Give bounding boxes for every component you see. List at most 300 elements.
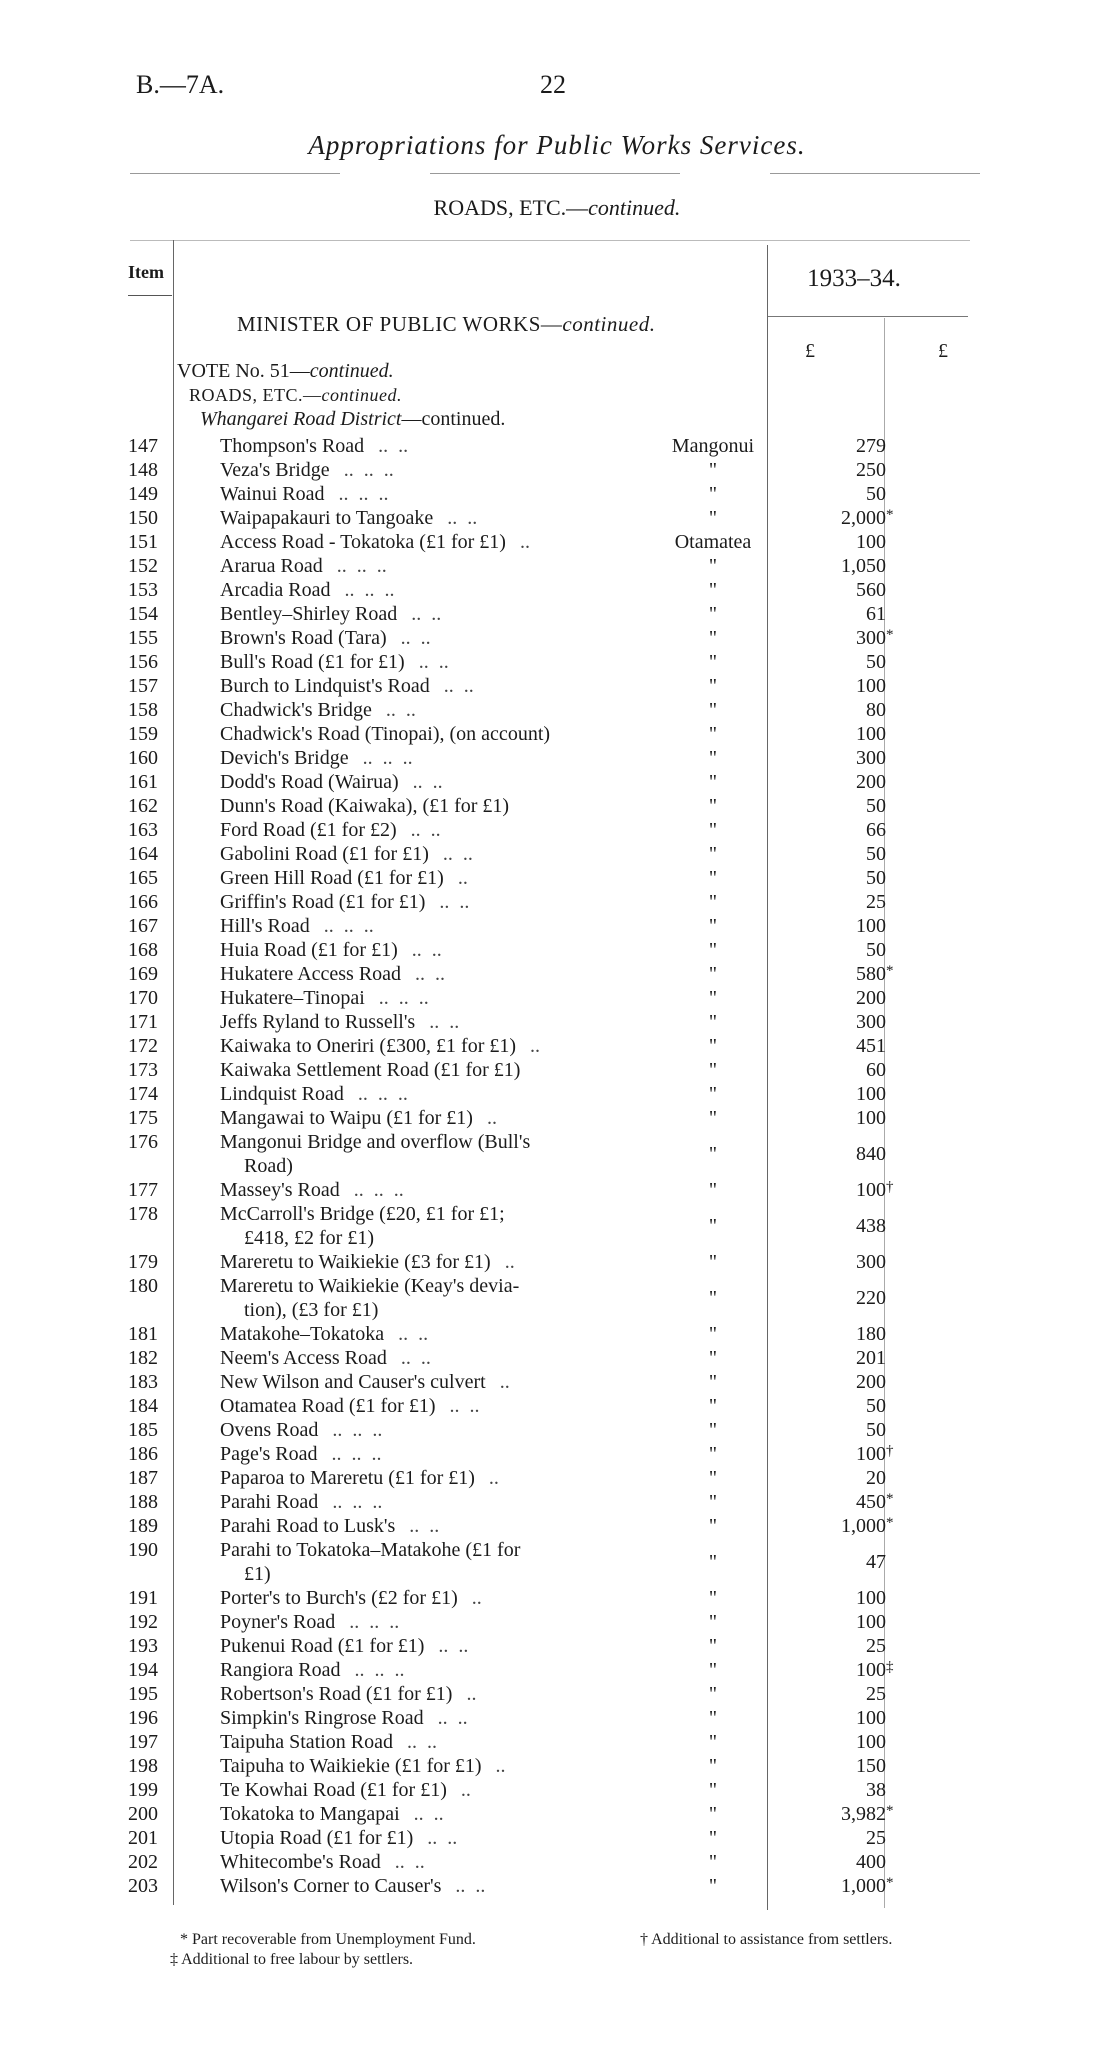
electorate: " [708,1683,718,1705]
description-text: Mangawai to Waipu (£1 for £1) [220,1107,473,1129]
leader-dots: .. [486,1107,497,1129]
description-text: Ovens Road [220,1419,319,1441]
item-number: 177 [128,1179,158,1201]
item-number: 192 [128,1611,158,1633]
item-number: 201 [128,1827,158,1849]
amount: 451 [856,1035,886,1057]
amount: 50 [866,1395,886,1417]
table-row [0,1586,1114,1610]
item-number: 151 [128,531,158,553]
description-text: Hill's Road [220,915,310,937]
electorate: " [708,747,718,769]
leader-dots: .. .. [427,1827,458,1849]
item-number: 175 [128,1107,158,1129]
amount: 47 [866,1551,886,1573]
item-number: 164 [128,843,158,865]
electorate: " [708,963,718,985]
page-number: 22 [540,70,566,99]
leader-dots: .. [499,1371,510,1393]
title-rule-left [130,173,340,174]
table-row [0,674,1114,698]
amount: 450 [856,1491,886,1513]
description-text: Mareretu to Waikiekie (Keay's devia- [220,1275,520,1297]
table-row [0,938,1114,962]
description-text: Hukatere Access Road [220,963,402,985]
table-row [0,1490,1114,1514]
table-row [0,1826,1114,1850]
item-number: 183 [128,1371,158,1393]
amount: 200 [856,987,886,1009]
table-row [0,1730,1114,1754]
item-number: 147 [128,435,158,457]
table-row [0,1274,1114,1322]
amount: 438 [856,1215,886,1237]
electorate: Mangonui [671,435,755,457]
electorate: " [708,507,718,529]
item-description [220,938,612,962]
table-row [0,770,1114,794]
minister-label: MINISTER OF PUBLIC WORKS— [237,312,563,336]
leader-dots: .. .. .. [353,1179,404,1201]
roads-cont: continued. [321,385,402,405]
electorate: " [708,459,718,481]
description-text: Bentley–Shirley Road [220,603,398,625]
item-number: 202 [128,1851,158,1873]
item-number: 203 [128,1875,158,1897]
table-row [0,650,1114,674]
item-number: 172 [128,1035,158,1057]
description-text: Thompson's Road [220,435,365,457]
leader-dots: .. [471,1587,482,1609]
footnote-mark: * [886,963,894,979]
item-number: 169 [128,963,158,985]
description-text: Waipapakauri to Tangoake [220,507,434,529]
vote-label: VOTE No. 51— [177,360,310,382]
item-description [220,1538,612,1586]
electorate: " [708,1287,718,1309]
table-row [0,866,1114,890]
item-description [220,1202,612,1250]
amount: 60 [866,1059,886,1081]
description-continuation: £1) [244,1563,271,1585]
electorate: " [708,1035,718,1057]
amount: 580 [856,963,886,985]
leader-dots: .. [519,531,530,553]
header-top-rule [130,240,970,241]
leader-dots: .. .. .. [331,1443,382,1465]
amount: 250 [856,459,886,481]
item-number: 199 [128,1779,158,1801]
description-text: Bull's Road (£1 for £1) [220,651,405,673]
description-text: Tokatoka to Mangapai [220,1803,400,1825]
item-description [220,1274,612,1322]
item-description [220,482,612,506]
description-text: Te Kowhai Road (£1 for £1) [220,1779,447,1801]
amount: 220 [856,1287,886,1309]
amount: 300 [856,1251,886,1273]
item-number: 162 [128,795,158,817]
electorate: " [708,1443,718,1465]
year-header-rule [768,316,968,317]
electorate: " [708,939,718,961]
item-description [220,770,612,794]
description-text: Porter's to Burch's (£2 for £1) [220,1587,458,1609]
electorate: " [708,1143,718,1165]
item-number: 195 [128,1683,158,1705]
amount: 279 [856,435,886,457]
amount: 300 [856,1011,886,1033]
table-row [0,890,1114,914]
table-row [0,482,1114,506]
leader-dots: .. .. .. [349,1611,400,1633]
leader-dots: .. .. [429,1011,460,1033]
amount: 1,000 [841,1515,886,1537]
table-row [0,1634,1114,1658]
item-description [220,1682,612,1706]
amount: 50 [866,867,886,889]
item-description [220,1874,612,1898]
leader-dots: .. .. [449,1395,480,1417]
description-text: Wainui Road [220,483,325,505]
description-text: Otamatea Road (£1 for £1) [220,1395,436,1417]
description-continuation: Road) [244,1155,293,1177]
leader-dots: .. [495,1755,506,1777]
item-description [220,434,612,458]
footnote-mark: † [886,1179,894,1195]
electorate: " [708,1419,718,1441]
description-text: Chadwick's Road (Tinopai), (on account) [220,723,551,745]
description-text: Massey's Road [220,1179,340,1201]
footnote-mark: * [886,1491,894,1507]
amount: 400 [856,1851,886,1873]
item-number: 181 [128,1323,158,1345]
table-row [0,962,1114,986]
electorate: " [708,1083,718,1105]
description-text: Matakohe–Tokatoka [220,1323,385,1345]
electorate: " [708,1551,718,1573]
amount: 25 [866,1635,886,1657]
leader-dots: .. .. .. [343,459,394,481]
amount: 201 [856,1347,886,1369]
leader-dots: .. .. [385,699,416,721]
item-number: 160 [128,747,158,769]
amount: 25 [866,1827,886,1849]
description-text: Huia Road (£1 for £1) [220,939,398,961]
leader-dots: .. [530,1035,541,1057]
description-text: New Wilson and Causer's culvert [220,1371,486,1393]
table-row [0,530,1114,554]
description-text: Jeffs Ryland to Russell's [220,1011,416,1033]
item-header-rule [128,295,172,296]
item-number: 155 [128,627,158,649]
leader-dots: .. .. [447,507,478,529]
electorate: " [708,1059,718,1081]
amount: 180 [856,1323,886,1345]
electorate: " [708,1875,718,1897]
description-text: Whitecombe's Road [220,1851,381,1873]
item-description [220,1442,612,1466]
footnote-star: * Part recoverable from Unemployment Fund. [180,1931,476,1948]
item-number: 153 [128,579,158,601]
item-number: 154 [128,603,158,625]
electorate: Otamatea [674,531,752,553]
item-number: 174 [128,1083,158,1105]
item-number: 200 [128,1803,158,1825]
item-description [220,1730,612,1754]
subtitle-cont: continued. [588,195,681,220]
item-description [220,1250,612,1274]
description-text: Gabolini Road (£1 for £1) [220,843,429,865]
description-text: Wilson's Corner to Causer's [220,1875,442,1897]
leader-dots: .. [504,1251,515,1273]
electorate: " [708,1323,718,1345]
footnote-mark: * [886,1803,894,1819]
amount: 100 [856,1179,886,1201]
item-description [220,794,612,818]
electorate: " [708,915,718,937]
item-description [220,1322,612,1346]
description-continuation: £418, £2 for £1) [244,1227,374,1249]
table-row [0,1130,1114,1178]
table-row [0,746,1114,770]
amount: 300 [856,627,886,649]
electorate: " [708,1347,718,1369]
item-number: 190 [128,1539,158,1561]
district-heading [200,408,505,431]
item-number: 185 [128,1419,158,1441]
table-row [0,1682,1114,1706]
table-row [0,1538,1114,1586]
amount: 80 [866,699,886,721]
electorate: " [708,603,718,625]
amount: 50 [866,843,886,865]
item-description [220,1130,612,1178]
description-text: Parahi to Tokatoka–Matakohe (£1 for [220,1539,521,1561]
item-description [220,1082,612,1106]
item-number: 194 [128,1659,158,1681]
footnote-mark: ‡ [886,1659,894,1675]
item-number: 152 [128,555,158,577]
electorate: " [708,1371,718,1393]
year-column-header: 1933–34. [807,265,901,292]
electorate: " [708,819,718,841]
table-row [0,1514,1114,1538]
footnote-mark: † [886,1443,894,1459]
amount: 3,982 [841,1803,886,1825]
leader-dots: .. .. [413,1803,444,1825]
item-number: 149 [128,483,158,505]
item-number: 163 [128,819,158,841]
amount: 100 [856,1707,886,1729]
amount: 50 [866,939,886,961]
item-number: 156 [128,651,158,673]
electorate: " [708,1251,718,1273]
description-text: Taipuha Station Road [220,1731,394,1753]
roads-heading [189,385,402,406]
electorate: " [708,1635,718,1657]
item-column-header: Item [128,262,164,282]
electorate: " [708,843,718,865]
electorate: " [708,1467,718,1489]
electorate: " [708,1851,718,1873]
leader-dots: .. .. [378,435,409,457]
amount: 2,000 [841,507,886,529]
table-row [0,842,1114,866]
description-text: Paparoa to Mareretu (£1 for £1) [220,1467,475,1489]
amount: 200 [856,1371,886,1393]
description-text: Parahi Road to Lusk's [220,1515,396,1537]
electorate: " [708,1491,718,1513]
leader-dots: .. .. [407,1731,438,1753]
amount: 25 [866,891,886,913]
footnote-dagger: † Additional to assistance from settlers. [640,1931,893,1948]
table-row [0,1322,1114,1346]
table-row [0,1370,1114,1394]
subtitle-main: ROADS, ETC.— [433,195,589,220]
leader-dots: .. .. .. [344,579,395,601]
description-text: Veza's Bridge [220,459,330,481]
amount: 100 [856,1731,886,1753]
amount: 100 [856,1611,886,1633]
electorate: " [708,795,718,817]
electorate: " [708,987,718,1009]
electorate: " [708,771,718,793]
table-row [0,1250,1114,1274]
leader-dots: .. .. [394,1851,425,1873]
description-text: Page's Road [220,1443,318,1465]
amount: 61 [866,603,886,625]
description-text: Kaiwaka Settlement Road (£1 for £1) [220,1059,521,1081]
leader-dots: .. .. [412,771,443,793]
table-row [0,1442,1114,1466]
table-row [0,1418,1114,1442]
district-label: Whangarei Road District [200,408,402,430]
footnote-mark: * [886,1515,894,1531]
table-row [0,602,1114,626]
page-ref: B.—7A. [136,70,225,99]
leader-dots: .. .. .. [323,915,374,937]
table-row [0,554,1114,578]
electorate: " [708,1707,718,1729]
item-number: 167 [128,915,158,937]
pound-header-2: £ [938,340,948,362]
table-row [0,1082,1114,1106]
leader-dots: .. .. [398,1323,429,1345]
leader-dots: .. .. [439,891,470,913]
minister-heading [237,312,655,337]
item-number: 180 [128,1275,158,1297]
electorate: " [708,1011,718,1033]
electorate: " [708,1803,718,1825]
item-number: 188 [128,1491,158,1513]
item-number: 157 [128,675,158,697]
amount: 100 [856,1107,886,1129]
leader-dots: .. .. [437,1707,468,1729]
section-subtitle [0,195,1114,221]
item-number: 197 [128,1731,158,1753]
item-number: 187 [128,1467,158,1489]
description-text: Mangonui Bridge and overflow (Bull's [220,1131,531,1153]
table-row [0,1202,1114,1250]
table-row [0,818,1114,842]
description-text: Brown's Road (Tara) [220,627,387,649]
leader-dots: .. .. [438,1635,469,1657]
electorate: " [708,1779,718,1801]
electorate: " [708,1515,718,1537]
table-row [0,1778,1114,1802]
table-row [0,1058,1114,1082]
leader-dots: .. .. [409,1515,440,1537]
amount: 100 [856,915,886,937]
leader-dots: .. .. .. [332,1419,383,1441]
leader-dots: .. .. .. [357,1083,408,1105]
item-number: 170 [128,987,158,1009]
item-description [220,1778,612,1802]
description-text: Hukatere–Tinopai [220,987,365,1009]
description-text: Rangiora Road [220,1659,341,1681]
table-row [0,1850,1114,1874]
item-description [220,578,612,602]
electorate: " [708,1179,718,1201]
item-description [220,1058,612,1082]
item-number: 186 [128,1443,158,1465]
item-number: 171 [128,1011,158,1033]
table-row [0,794,1114,818]
electorate: " [708,1659,718,1681]
item-number: 189 [128,1515,158,1537]
item-description [220,1826,612,1850]
amount: 560 [856,579,886,601]
table-row [0,1874,1114,1898]
leader-dots: .. .. [400,1347,431,1369]
item-description [220,506,612,530]
page-title: Appropriations for Public Works Services. [308,130,806,160]
electorate: " [708,1107,718,1129]
amount: 840 [856,1143,886,1165]
amount: 100 [856,675,886,697]
item-description [220,674,612,698]
table-row [0,722,1114,746]
item-description [220,1466,612,1490]
description-text: Devich's Bridge [220,747,349,769]
item-description [220,1346,612,1370]
footnote-mark: * [886,627,894,643]
description-text: Robertson's Road (£1 for £1) [220,1683,453,1705]
roads-label: ROADS, ETC.— [189,385,322,405]
table-row [0,698,1114,722]
footnote-mark: * [886,1875,894,1891]
description-text: Kaiwaka to Oneriri (£300, £1 for £1) [220,1035,517,1057]
item-description [220,1370,612,1394]
table-row [0,434,1114,458]
description-text: Mareretu to Waikiekie (£3 for £1) [220,1251,491,1273]
table-row [0,914,1114,938]
item-description [220,1802,612,1826]
item-description [220,1034,612,1058]
leader-dots: .. .. [418,651,449,673]
amount: 50 [866,651,886,673]
leader-dots: .. .. [411,939,442,961]
item-description [220,1178,612,1202]
leader-dots: .. [488,1467,499,1489]
description-text: Green Hill Road (£1 for £1) [220,867,444,889]
leader-dots: .. .. [415,963,446,985]
item-description [220,1418,612,1442]
pound-header-1: £ [805,340,815,362]
amount: 1,050 [841,555,886,577]
electorate: " [708,579,718,601]
leader-dots: .. [460,1779,471,1801]
